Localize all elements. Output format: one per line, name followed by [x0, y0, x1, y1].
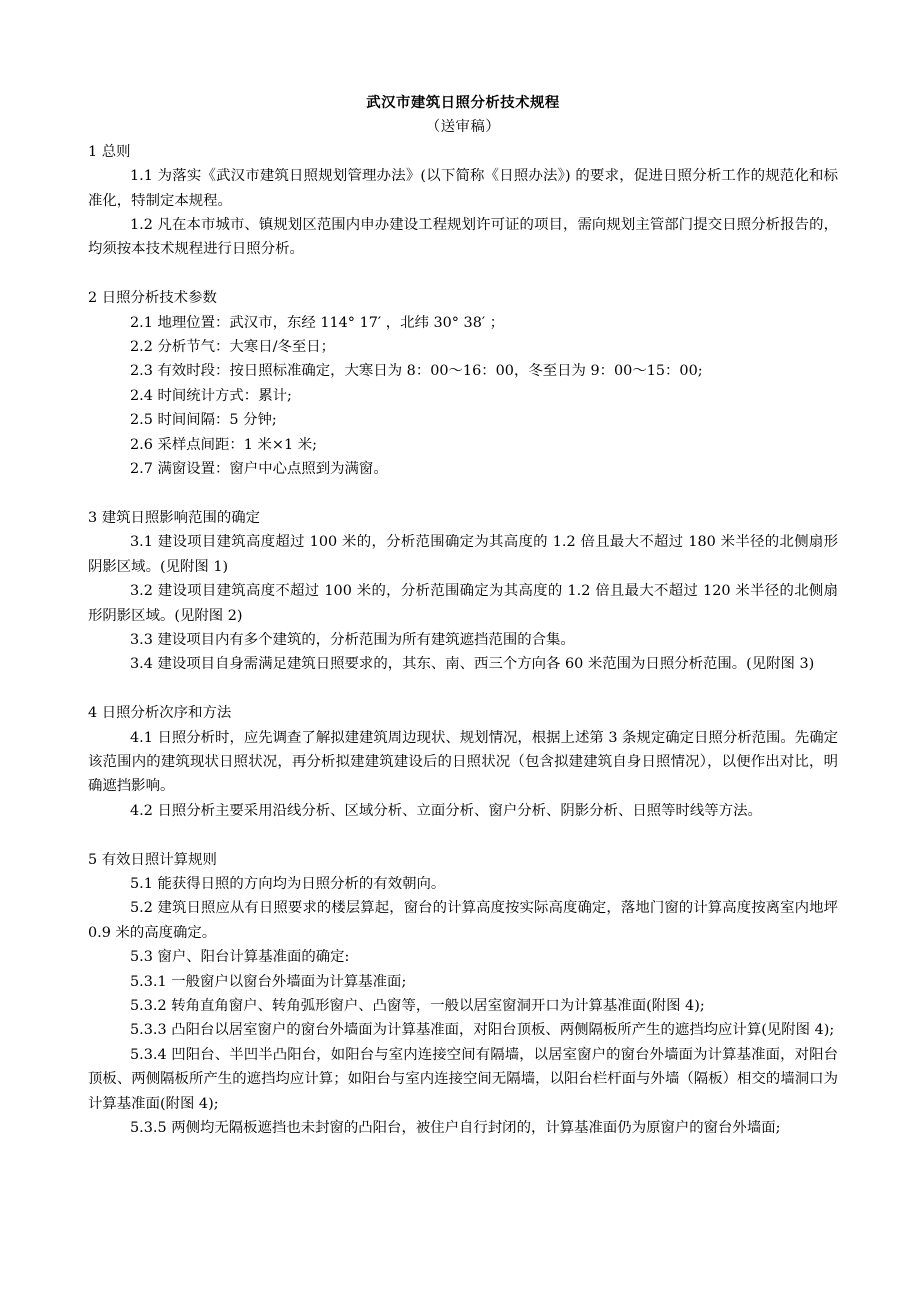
paragraph-3-1: 3.1 建设项目建筑高度超过 100 米的，分析范围确定为其高度的 1.2 倍且最大不超过 180 米半径的北侧扇形阴影区域。(见附图 1): [88, 534, 838, 575]
section-heading-4: 4 日照分析次序和方法: [88, 705, 232, 722]
paragraph-5-2: 5.2 建筑日照应从有日照要求的楼层算起，窗台的计算高度按实际高度确定，落地门窗的计算高度按离室内地坪 0.9 米的高度确定。: [88, 900, 838, 941]
section-heading-1: 1 总则: [88, 143, 131, 160]
paragraph-3-4: 3.4 建设项目自身需满足建筑日照要求的，其东、南、西三个方向各 60 米范围为日照分析范围。(见附图 3): [130, 656, 815, 673]
document-page: [88, 91, 838, 1140]
section-gap: [88, 262, 838, 286]
section-gap: [88, 823, 838, 847]
paragraph-1-1: 1.1 为落实《武汉市建筑日照规划管理办法》(以下简称《日照办法》) 的要求，促进日照分析工作的规范化和标准化，特制定本规程。: [88, 168, 838, 209]
paragraph-5-3-1: 5.3.1 一般窗户以窗台外墙面为计算基准面;: [130, 973, 407, 990]
paragraph-3-3: 3.3 建设项目内有多个建筑的，分析范围为所有建筑遮挡范围的合集。: [130, 631, 575, 648]
document-subtitle: （送审稿）: [425, 119, 501, 136]
paragraph-2-4: 2.4 时间统计方式：累计;: [130, 387, 292, 404]
paragraph-3-2: 3.2 建设项目建筑高度不超过 100 米的，分析范围确定为其高度的 1.2 倍且最大不超过 120 米半径的北侧扇形阴影区域。(见附图 2): [88, 583, 838, 624]
paragraph-5-3: 5.3 窗户、阳台计算基准面的确定:: [130, 949, 350, 966]
section-gap: [88, 481, 838, 505]
paragraph-5-3-3: 5.3.3 凸阳台以居室窗户的窗台外墙面为计算基准面，对阳台顶板、两侧隔板所产生的遮挡均应计算(见附图 4);: [130, 1022, 835, 1039]
paragraph-2-6: 2.6 采样点间距：1 米×1 米;: [130, 436, 317, 453]
paragraph-5-3-2: 5.3.2 转角直角窗户、转角弧形窗户、凸窗等，一般以居室窗洞开口为计算基准面(附图 4);: [130, 997, 705, 1014]
paragraph-2-2: 2.2 分析节气：大寒日/冬至日；: [130, 339, 335, 356]
section-heading-5: 5 有效日照计算规则: [88, 851, 217, 868]
paragraph-1-2: 1.2 凡在本市城市、镇规划区范围内申办建设工程规划许可证的项目，需向规划主管部门提交日照分析报告的，均须按本技术规程进行日照分析。: [88, 217, 838, 258]
paragraph-5-1: 5.1 能获得日照的方向均为日照分析的有效朝向。: [130, 875, 446, 892]
paragraph-5-3-4: 5.3.4 凹阳台、半凹半凸阳台，如阳台与室内连接空间有隔墙，以居室窗户的窗台外墙面为计算基准面，对阳台顶板、两侧隔板所产生的遮挡均应计算；如阳台与室内连接空间无隔墙，以阳台栏杆面与外墙（隔板）相交的墙洞口为计算基准面(附图 4);: [88, 1046, 838, 1112]
paragraph-4-2: 4.2 日照分析主要采用沿线分析、区域分析、立面分析、窗户分析、阴影分析、日照等时线等方法。: [130, 802, 762, 819]
paragraph-2-7: 2.7 满窗设置：窗户中心点照到为满窗。: [130, 461, 388, 478]
section-gap: [88, 677, 838, 701]
section-heading-2: 2 日照分析技术参数: [88, 290, 217, 307]
paragraph-4-1: 4.1 日照分析时，应先调查了解拟建建筑周边现状、规划情况，根据上述第 3 条规定确定日照分析范围。先确定该范围内的建筑现状日照状况，再分析拟建建筑建设后的日照状况（包含拟建建筑自身日照情况），以便作出对比，明确遮挡影响。: [88, 729, 838, 795]
paragraph-2-5: 2.5 时间间隔：5 分钟;: [130, 412, 277, 429]
document-title: 武汉市建筑日照分析技术规程: [366, 94, 560, 111]
section-heading-3: 3 建筑日照影响范围的确定: [88, 509, 261, 526]
paragraph-2-3: 2.3 有效时段：按日照标准确定，大寒日为 8：00～16：00，冬至日为 9：00～15：00;: [130, 363, 703, 380]
paragraph-2-1: 2.1 地理位置：武汉市，东经 114° 17′ ，北纬 30° 38′ ；: [130, 314, 505, 331]
paragraph-5-3-5: 5.3.5 两侧均无隔板遮挡也未封窗的凸阳台，被住户自行封闭的，计算基准面仍为原窗户的窗台外墙面;: [130, 1120, 781, 1136]
